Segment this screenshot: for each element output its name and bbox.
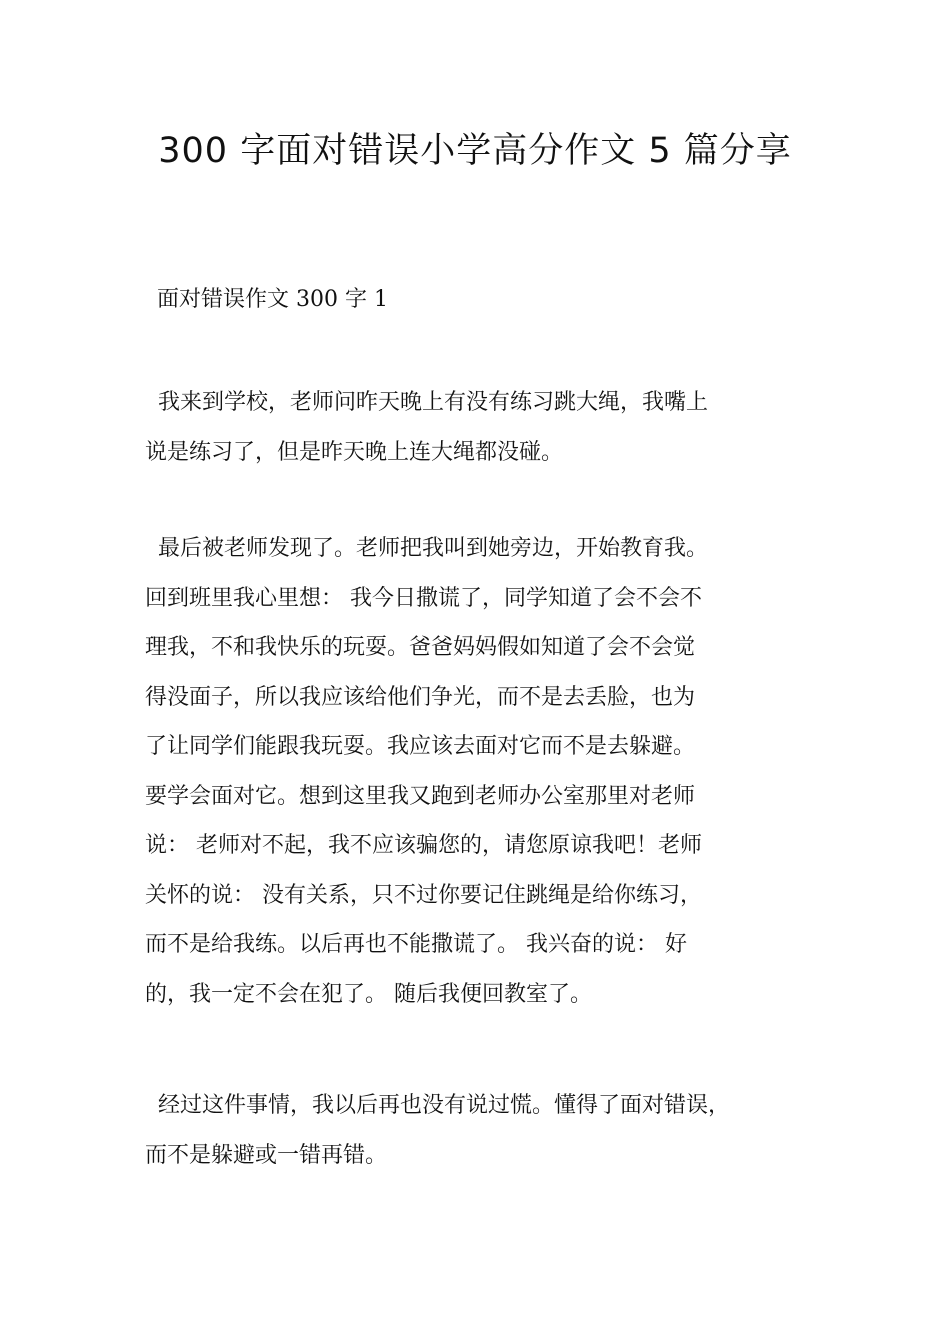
section-heading: 面对错误作文 300 字 1 [157,287,388,312]
paragraph-line: 最后被老师发现了。老师把我叫到她旁边，开始教育我。 [158,536,709,561]
paragraph-line: 经过这件事情，我以后再也没有说过慌。懂得了面对错误， [158,1093,731,1118]
document-title: 300 字面对错误小学高分作文 5 篇分享 [158,131,792,171]
paragraph-line: 我来到学校，老师问昨天晚上有没有练习跳大绳，我嘴上 [158,390,709,415]
paragraph-line: 了让同学们能跟我玩耍。我应该去面对它而不是去躲避。 [145,734,696,759]
paragraph-line: 而不是躲避或一错再错。 [145,1142,388,1168]
paragraph-line: 回到班里我心里想： 我今日撒谎了，同学知道了会不会不 [145,585,702,611]
paragraph-line: 的，我一定不会在犯了。 随后我便回教室了。 [145,981,592,1007]
paragraph-line: 得没面子，所以我应该给他们争光，而不是去丢脸，也为 [145,684,696,710]
paragraph-line: 要学会面对它。想到这里我又跑到老师办公室那里对老师 [145,783,696,809]
paragraph-1 [145,378,708,477]
paragraph-line: 关怀的说： 没有关系，只不过你要记住跳绳是给你练习， [145,882,702,908]
paragraph-line: 而不是给我练。以后再也不能撒谎了。 我兴奋的说： 好 [145,932,687,957]
paragraph-3 [145,1081,730,1180]
paragraph-line: 理我，不和我快乐的玩耍。爸爸妈妈假如知道了会不会觉 [145,635,696,660]
paragraph-line: 说： 老师对不起，我不应该骗您的，请您原谅我吧！老师 [145,833,702,858]
paragraph-2 [145,524,708,1019]
paragraph-line: 说是练习了，但是昨天晚上连大绳都没碰。 [145,439,564,465]
